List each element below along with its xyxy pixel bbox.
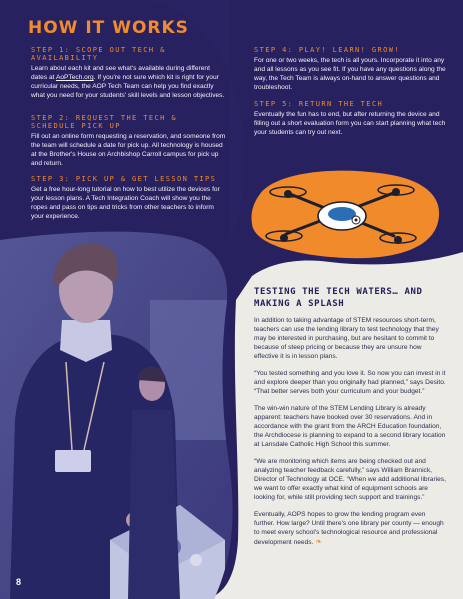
article-paragraph: In addition to taking advantage of STEM resources short-term, teachers can use the lending library to test technology that they may be interested in purchasing, but are hesitant to commit to because of steep pricing or because they are unsure how effective it is in lesson plans.: [254, 317, 439, 360]
step-1-title: STEP 1: SCOPE OUT TECH & AVAILABILITY: [31, 46, 166, 62]
step-2-title: STEP 2: REQUEST THE TECH & SCHEDULE PICK UP: [31, 114, 177, 130]
step-4: [254, 46, 450, 92]
step-4-body: For one or two weeks, the tech is all yours. Incorporate it into any and all lessons as you see fit. If you have any questions along the way, the Tech Team is always on-hand to answer questions and troubleshoot.: [254, 57, 446, 91]
article-paragraph-last: [254, 510, 446, 547]
article-paragraph: The win-win nature of the STEM Lending Library is already apparent: teachers have booked over 30 reservations. And in accordance with the grant from the ARCH Education foundation, the Archdiocese is planning to expand to a second library location at Lansdale Catholic High School this summer.: [254, 405, 446, 448]
step-1-text-end: . If you're not sure which kit is right for your curricular needs, the AOP Tech Team can help you find exactly what you need for your students' skill levels and lesson objectives.: [31, 74, 225, 99]
step-4-title: STEP 4: PLAY! LEARN! GROW!: [254, 46, 400, 54]
step-5-body: Eventually the fun has to end, but after returning the device and filling out a short evaluation form you can start planning what tech your students can try out next.: [254, 111, 446, 136]
drone-illustration: [246, 164, 446, 262]
article-paragraph-text: Eventually, AOPS hopes to grow the lending program even further. How large? Until there's one library per county — enough to meet every school's technological resource and professional development needs.: [254, 511, 444, 546]
step-3-title: STEP 3: PICK UP & GET LESSON TIPS: [31, 175, 217, 183]
article-paragraph: “You tested something and you love it. So now you can invest in it and explore deeper than you originally had planned,” says Desito. “That better serves both your curriculum and your budget.”: [254, 370, 446, 395]
step-3: [31, 175, 227, 221]
article-title: TESTING THE TECH WATERS… AND MAKING A SPLASH: [254, 287, 423, 309]
page-number: 8: [16, 577, 22, 587]
step-1-text: Learn about each kit and see what's available during different dates at: [31, 65, 210, 81]
step-3-body: Get a free hour-long tutorial on how to best utilize the devices for your lesson plans. A Tech Integration Coach will show you the ropes and pass on tips and tricks from other teachers to inform your experience.: [31, 186, 220, 220]
step-5-title: STEP 5: RETURN THE TECH: [254, 100, 384, 108]
step-5: [254, 100, 450, 137]
step-2: [31, 114, 227, 168]
step-1-body: [31, 64, 227, 100]
step-2-body: Fill out an online form requesting a reservation, and someone from the team will schedule a date for pick up. All technology is housed at the Brother's House on Archbishop Carroll campus for pick up and return.: [31, 133, 226, 167]
article-paragraph: “We are monitoring which items are being checked out and analyzing teacher feedback carefully,” says William Brannick, Director of Technology at OCE. “When we add additional libraries, we want to offer exactly what kind of equipment schools are looking for, while still providing tech support and trainings.”: [254, 458, 446, 501]
article-body: [254, 316, 446, 555]
page-title: HOW IT WORKS: [28, 18, 189, 38]
step-1: [31, 46, 227, 100]
leaf-end-mark-icon: ❧: [315, 537, 322, 546]
aoptech-link[interactable]: AoPTech.org: [55, 74, 94, 81]
